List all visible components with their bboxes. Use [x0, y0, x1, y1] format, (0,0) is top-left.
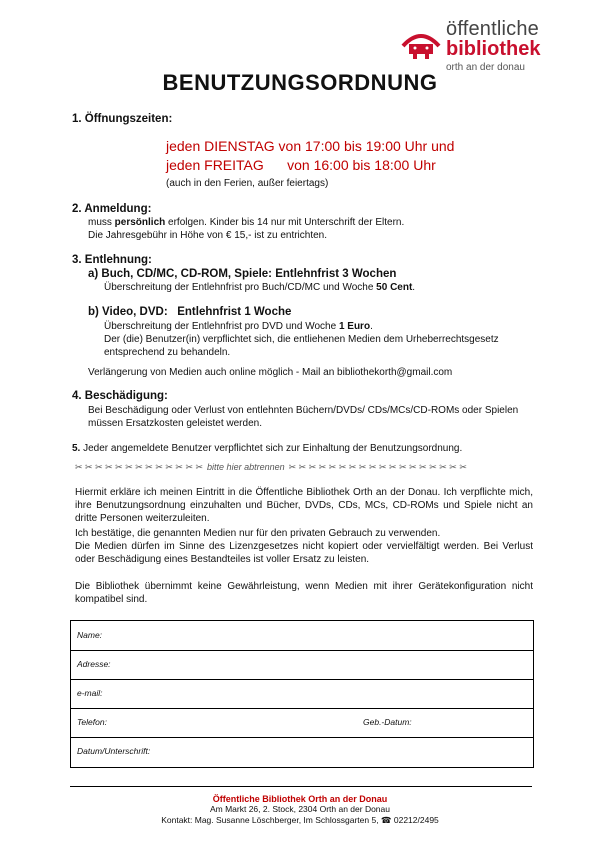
section2-heading: 2. Anmeldung:: [72, 203, 152, 215]
copyright-note-line2: entsprechend zu behandeln.: [104, 347, 231, 358]
birthdate-label: Geb.-Datum:: [363, 717, 412, 727]
opening-hours-friday: jeden FREITAG von 16:00 bis 18:00 Uhr: [166, 157, 436, 173]
email-field[interactable]: [71, 679, 533, 709]
name-label: Name:: [77, 630, 103, 640]
lending-video-fee: Überschreitung der Entlehnfrist pro DVD und Woche 1 Euro.: [104, 321, 373, 332]
name-field[interactable]: [71, 621, 533, 651]
footer-org: Öffentliche Bibliothek Orth an der Donau: [212, 794, 388, 804]
section1-heading: 1. Öffnungszeiten:: [72, 113, 173, 125]
declaration-p2: Ich bestätige, die genannten Medien nur für den privaten Gebrauch zu verwenden.: [75, 528, 441, 539]
email-label: e-mail:: [77, 688, 103, 698]
registration-line1: muss persönlich erfolgen. Kinder bis 14 nur mit Unterschrift der Eltern.: [88, 217, 405, 228]
declaration-p3: Die Medien dürfen im Sinne des Lizenzgesetzes nicht kopiert oder vervielfältigt werden. Bei Verlust oder Beschädigung eines Bestandteiles ist voller Ersatz zu leisten.: [75, 541, 533, 565]
address-field[interactable]: [71, 650, 533, 680]
section5-text: 5. Jeder angemeldete Benutzer verpflichtet sich zur Einhaltung der Benutzungsordnung.: [72, 443, 463, 454]
damage-line2: müssen Ersatzkosten geleistet werden.: [88, 418, 262, 429]
copyright-note-line1: Der (die) Benutzer(in) verpflichtet sich, die entliehenen Medien dem Urheberrechtsgesetz: [104, 334, 499, 345]
page-title: BENUTZUNGSORDNUNG: [162, 70, 438, 95]
section4-heading: 4. Beschädigung:: [72, 390, 168, 402]
logo-text-2: bibliothek: [446, 38, 541, 60]
signature-field[interactable]: [71, 737, 533, 766]
opening-hours-tuesday: jeden DIENSTAG von 17:00 bis 19:00 Uhr und: [166, 138, 455, 154]
library-logo: [400, 18, 590, 78]
scissors-left-icon: ✂ ✂ ✂ ✂ ✂ ✂ ✂ ✂ ✂ ✂ ✂ ✂ ✂: [75, 462, 204, 472]
opening-hours-note: (auch in den Ferien, außer feiertags): [166, 178, 329, 189]
footer-divider: [70, 786, 532, 787]
logo-text-3: orth an der donau: [446, 62, 525, 73]
phone-birthdate-row[interactable]: [71, 708, 533, 738]
scissors-right-icon: ✂ ✂ ✂ ✂ ✂ ✂ ✂ ✂ ✂ ✂ ✂ ✂ ✂ ✂ ✂ ✂ ✂ ✂: [288, 462, 467, 472]
damage-line1: Bei Beschädigung oder Verlust von entlehnten Büchern/DVDs/ CDs/MCs/CD-ROMs oder Spielen: [88, 405, 519, 416]
footer-contact: Kontakt: Mag. Susanne Löschberger, Im Schlossgarten 5, ☎ 02212/2495: [161, 815, 439, 825]
signature-label: Datum/Unterschrift:: [77, 746, 151, 756]
lending-video-heading: b) Video, DVD: Entlehnfrist 1 Woche: [88, 306, 292, 318]
phone-label: Telefon:: [77, 717, 107, 727]
registration-line2: Die Jahresgebühr in Höhe von € 15,- ist zu entrichten.: [88, 230, 328, 241]
cut-line: [75, 462, 535, 473]
online-renewal-note: Verlängerung von Medien auch online möglich - Mail an bibliothekorth@gmail.com: [88, 367, 453, 378]
book-beaver-icon: [400, 24, 442, 60]
footer: [0, 794, 600, 826]
address-label: Adresse:: [77, 659, 111, 669]
cut-label: bitte hier abtrennen: [207, 462, 285, 472]
section3-heading: 3. Entlehnung:: [72, 254, 152, 266]
logo-text-1: öffentliche: [446, 18, 540, 40]
lending-books-heading: a) Buch, CD/MC, CD-ROM, Spiele: Entlehnfrist 3 Wochen: [88, 268, 397, 280]
declaration-p1: Hiermit erkläre ich meinen Eintritt in die Öffentliche Bibliothek Orth an der Donau. Ich verpflichte mich, ihre Benutzungsordnung einzuhalten und Bücher, DVDs, CDs, MCs, CD-ROMs und Spiele nicht an dritte Personen weiterzuleiten.: [75, 487, 533, 524]
footer-address: Am Markt 26, 2. Stock, 2304 Orth an der Donau: [209, 804, 390, 814]
declaration-p4: Die Bibliothek übernimmt keine Gewährleistung, wenn Medien mit ihrer Gerätekonfiguration nicht kompatibel sind.: [75, 581, 533, 605]
registration-form: [70, 620, 534, 768]
lending-books-fee: Überschreitung der Entlehnfrist pro Buch/CD/MC und Woche 50 Cent.: [104, 282, 416, 293]
